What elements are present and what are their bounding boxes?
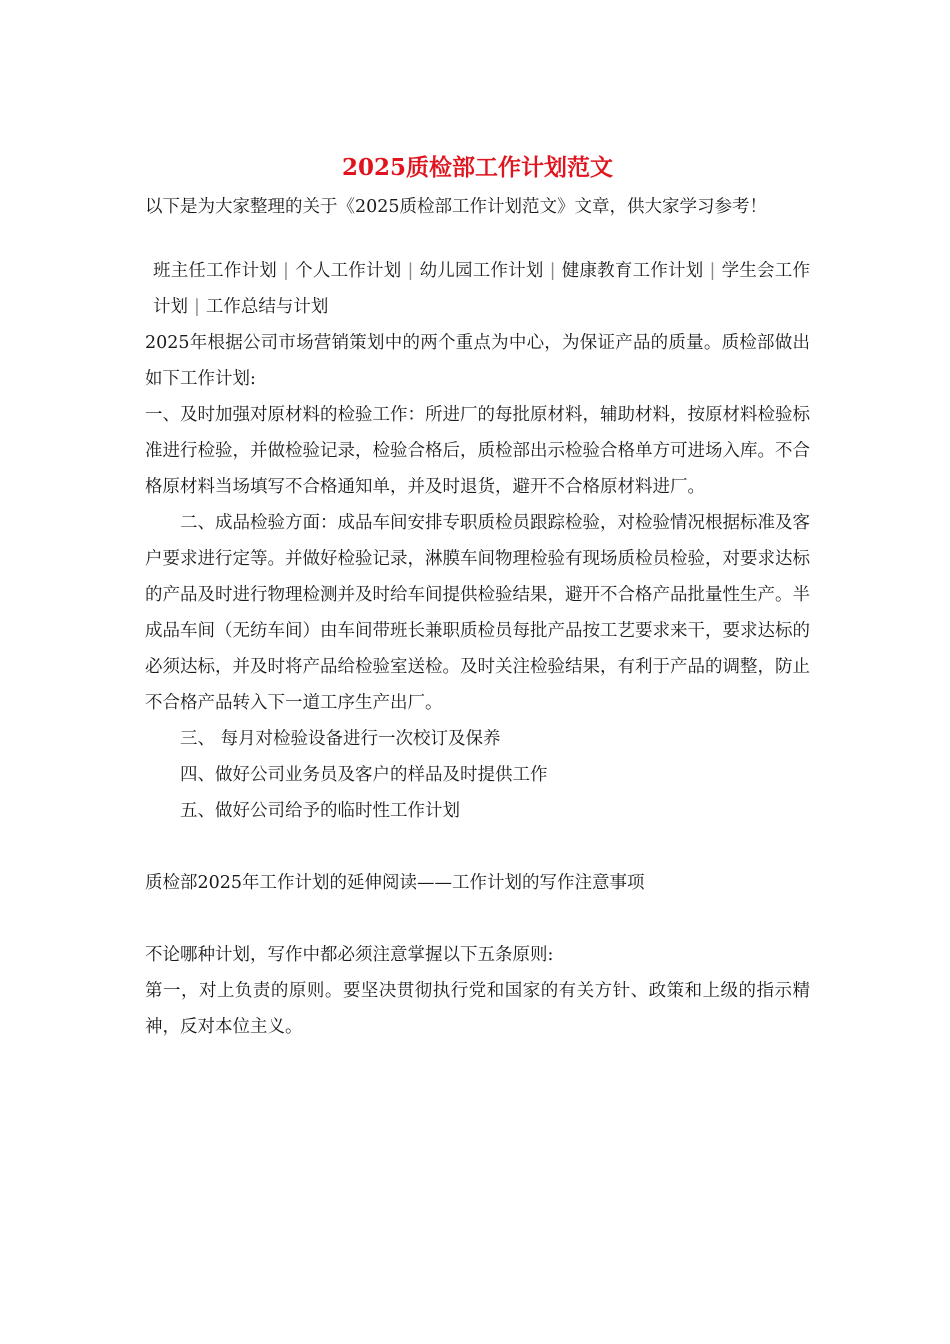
document-title: 2025质检部工作计划范文 <box>341 154 613 181</box>
intro-paragraph: 以下是为大家整理的关于《2025质检部工作计划范文》文章，供大家学习参考！ <box>145 197 768 217</box>
related-links <box>145 253 810 325</box>
link-student-union-plan[interactable]: 学生会工作计划 <box>153 261 810 317</box>
paragraph-extended-reading-title: 质检部2025年工作计划的延伸阅读——工作计划的写作注意事项 <box>145 873 645 893</box>
spacer <box>145 901 810 937</box>
link-separator: | <box>194 297 200 317</box>
link-personal-plan[interactable]: 个人工作计划 <box>294 261 402 281</box>
paragraph-temporary-work: 五、做好公司给予的临时性工作计划 <box>180 801 460 821</box>
link-class-teacher-plan[interactable]: 班主任工作计划 <box>153 261 278 281</box>
link-summary-and-plan[interactable]: 工作总结与计划 <box>205 297 329 317</box>
paragraph-principle-one: 第一，对上负责的原则。要坚决贯彻执行党和国家的有关方针、政策和上级的指示精神，反对本位主义。 <box>145 981 810 1037</box>
paragraph-samples: 四、做好公司业务员及客户的样品及时提供工作 <box>180 765 548 785</box>
paragraph-principles-intro: 不论哪种计划，写作中都必须注意掌握以下五条原则: <box>145 945 554 965</box>
link-health-education-plan[interactable]: 健康教育工作计划 <box>561 261 704 281</box>
paragraph-equipment-calibration: 三、 每月对检验设备进行一次校订及保养 <box>180 729 501 749</box>
link-separator: | <box>549 261 556 281</box>
paragraph-raw-material-inspection: 一、及时加强对原材料的检验工作：所进厂的每批原材料，辅助材料，按原材料检验标准进行检验，并做检验记录，检验合格后，质检部出示检验合格单方可进场入库。不合格原材料当场填写不合格通知单，并及时退货，避开不合格原材料进厂。 <box>145 405 810 497</box>
paragraph-finished-product-inspection: 二、成品检验方面：成品车间安排专职质检员跟踪检验，对检验情况根据标准及客户要求进行定等。并做好检验记录，淋膜车间物理检验有现场质检员检验，对要求达标的产品及时进行物理检测并及时给车间提供检验结果，避开不合格产品批量性生产。半成品车间（无纺车间）由车间带班长兼职质检员每批产品按工艺要求来干，要求达标的必须达标，并及时将产品给检验室送检。及时关注检验结果，有利于产品的调整，防止不合格产品转入下一道工序生产出厂。 <box>145 513 810 713</box>
paragraph-overview: 2025年根据公司市场营销策划中的两个重点为中心，为保证产品的质量。质检部做出如下工作计划: <box>145 333 810 389</box>
link-separator: | <box>709 261 716 281</box>
link-kindergarten-plan[interactable]: 幼儿园工作计划 <box>419 261 544 281</box>
document-body <box>145 150 810 1045</box>
link-separator: | <box>283 261 289 281</box>
spacer <box>145 829 810 865</box>
link-separator: | <box>407 261 414 281</box>
